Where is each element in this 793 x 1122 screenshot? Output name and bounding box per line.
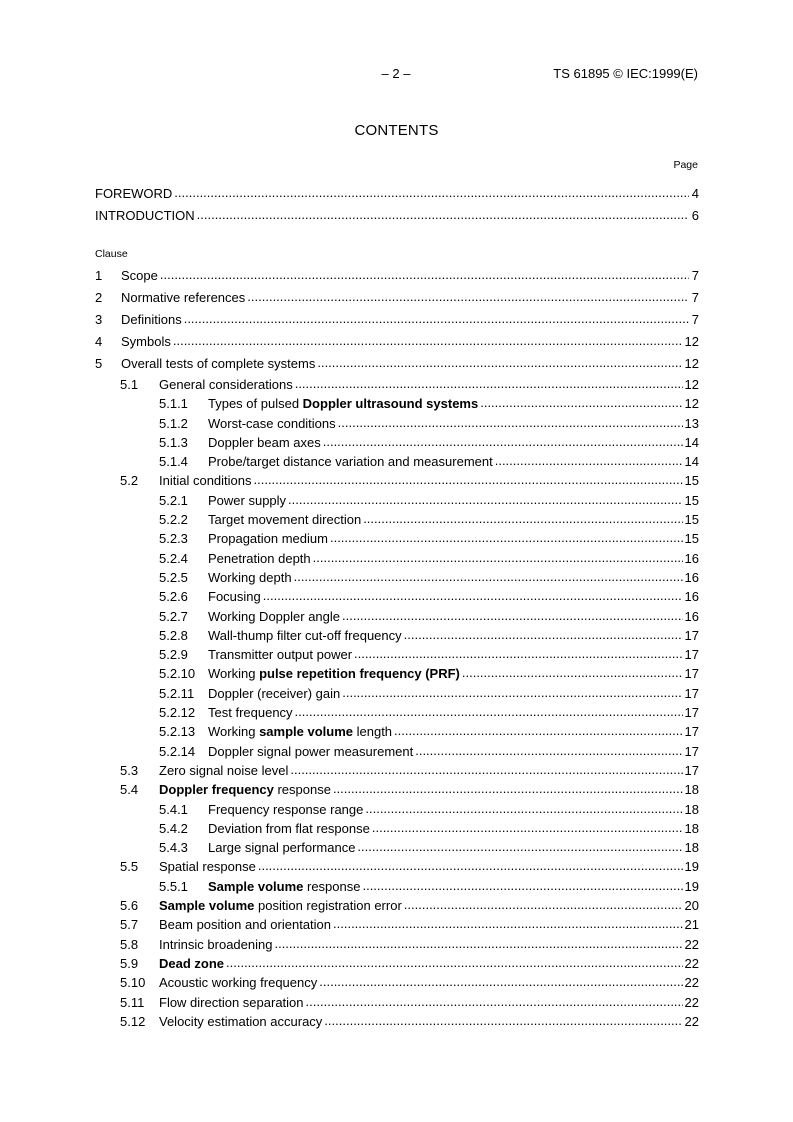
toc-entry-number: 1: [95, 268, 103, 283]
toc-entry-5-1-4[interactable]: [95, 452, 699, 471]
text-run: position registration error: [254, 898, 402, 914]
toc-entry-number: 5.2.8: [159, 627, 188, 643]
dot-leader: [324, 1011, 682, 1030]
toc-entry-number: 5.9: [120, 955, 139, 971]
dot-leader: [319, 972, 682, 991]
toc-entry-number: 5.4.3: [159, 840, 188, 856]
toc-entry-5-4-3[interactable]: [95, 838, 699, 857]
toc-entry-page: 16: [684, 608, 699, 624]
dot-leader: [495, 451, 683, 470]
toc-entry-5-12[interactable]: [95, 1012, 699, 1031]
toc-entry-5-2-6[interactable]: [95, 587, 699, 606]
text-run: Acoustic working frequency: [159, 975, 318, 991]
bold-term: pulse repetition frequency (PRF): [259, 666, 460, 682]
toc-entry-5-2-10[interactable]: [95, 664, 699, 683]
dot-leader: [226, 953, 683, 972]
dot-leader: [342, 683, 682, 702]
text-run: Frequency response range: [208, 801, 364, 817]
toc-entry-number: 3: [95, 312, 103, 327]
text-run: Doppler beam axes: [208, 434, 321, 450]
text-run: Working: [208, 666, 260, 682]
text-run: Flow direction separation: [159, 994, 304, 1010]
text-run: Symbols: [121, 334, 171, 349]
toc-entry-page: 15: [684, 512, 699, 528]
toc-entry-number: 5.10: [120, 975, 146, 991]
toc-entry-number: 5.2.10: [159, 666, 196, 682]
toc-entry-5-7[interactable]: [95, 915, 699, 934]
toc-entry-page: 17: [684, 666, 699, 682]
toc-entry-5-2-4[interactable]: [95, 549, 699, 568]
text-run: Focusing: [208, 589, 261, 605]
toc-entry-page: 19: [684, 859, 699, 875]
toc-entry-page: 12: [684, 396, 699, 412]
dot-leader: [363, 509, 682, 528]
toc-entry-title: [208, 607, 340, 626]
dot-leader: [317, 352, 682, 374]
text-run: Initial conditions: [159, 473, 252, 489]
dot-leader: [254, 470, 683, 489]
toc-entry-title: [208, 838, 355, 857]
toc-entry-number: 5.2.6: [159, 589, 188, 605]
toc-entry-5-11[interactable]: [95, 993, 699, 1012]
toc-entry-5-2-5[interactable]: [95, 568, 699, 587]
toc-entry-5-8[interactable]: [95, 935, 699, 954]
toc-list: [95, 265, 699, 1031]
page-title: CONTENTS: [354, 122, 439, 139]
text-run: Probe/target distance variation and measurement: [208, 454, 493, 470]
toc-entry-page: 22: [684, 975, 699, 991]
toc-entry-5-2-11[interactable]: [95, 684, 699, 703]
front-matter-list: [95, 183, 699, 227]
toc-entry-page: 12: [684, 334, 699, 349]
toc-entry-page: 21: [684, 917, 699, 933]
toc-entry-number: 5.2.11: [159, 685, 195, 701]
toc-entry-title: [208, 742, 413, 761]
text-run: Worst-case conditions: [208, 415, 336, 431]
toc-entry-number: 5.1.3: [159, 434, 188, 450]
toc-entry[interactable]: [95, 205, 699, 227]
dot-leader: [306, 992, 683, 1011]
toc-entry-page: 17: [684, 627, 699, 643]
toc-entry-title: [121, 287, 245, 309]
toc-entry-page: 17: [684, 685, 699, 701]
toc-entry-page: 17: [684, 762, 699, 778]
text-run: Test frequency: [208, 705, 293, 721]
toc-entry-5-2-2[interactable]: [95, 510, 699, 529]
toc-entry-title: [159, 780, 331, 799]
toc-entry-number: 5.2.5: [159, 569, 188, 585]
clause-column-label: Clause: [95, 248, 128, 260]
dot-leader: [404, 895, 683, 914]
toc-entry-page: 19: [684, 878, 699, 894]
toc-entry-title: [121, 331, 171, 353]
toc-entry-number: 5.2.12: [159, 705, 196, 721]
toc-entry-5-2[interactable]: [95, 471, 699, 490]
dot-leader: [258, 856, 683, 875]
toc-entry-5-1[interactable]: [95, 375, 699, 394]
toc-entry-page: 18: [684, 801, 699, 817]
toc-entry-number: 5.5.1: [159, 878, 188, 894]
toc-entry-title: [208, 414, 336, 433]
toc-entry-title: [159, 471, 252, 490]
bold-term: Doppler frequency: [159, 782, 274, 798]
toc-entry-number: 5.4.1: [159, 801, 188, 817]
toc-entry-5-2-9[interactable]: [95, 645, 699, 664]
text-run: Overall tests of complete systems: [121, 356, 316, 371]
toc-entry-number: 5.7: [120, 917, 139, 933]
toc-entry-5-2-12[interactable]: [95, 703, 699, 722]
toc-entry-number: 5.8: [120, 936, 139, 952]
dot-leader: [372, 818, 683, 837]
toc-entry-title: [208, 491, 286, 510]
toc-entry-title: [121, 265, 158, 287]
toc-entry-5-4-1[interactable]: [95, 800, 699, 819]
toc-entry-title: [121, 353, 315, 375]
toc-entry-5-1-3[interactable]: [95, 433, 699, 452]
toc-entry-number: 5.2.7: [159, 608, 188, 624]
text-run: Penetration depth: [208, 550, 311, 566]
toc-entry-number: 5.5: [120, 859, 139, 875]
text-run: Beam position and orientation: [159, 917, 332, 933]
toc-entry-page: 7: [691, 268, 699, 283]
text-run: Doppler signal power measurement: [208, 743, 414, 759]
toc-entry-number: 5.2.14: [159, 743, 196, 759]
toc-entry-title: [208, 529, 328, 548]
toc-entry[interactable]: [95, 183, 699, 205]
toc-entry-title: [159, 993, 304, 1012]
toc-entry-title: [208, 452, 493, 471]
text-run: length: [353, 724, 393, 740]
dot-leader: [362, 876, 682, 895]
dot-leader: [184, 308, 689, 330]
toc-entry-page: 13: [684, 415, 699, 431]
toc-entry-5[interactable]: [95, 353, 699, 375]
bold-term: Sample volume: [208, 878, 304, 894]
toc-entry-5-10[interactable]: [95, 973, 699, 992]
toc-entry-5-1-2[interactable]: [95, 414, 699, 433]
toc-entry-title: FOREWORD: [95, 186, 173, 201]
dot-leader: [263, 586, 683, 605]
toc-entry-5-4-2[interactable]: [95, 819, 699, 838]
toc-entry-page: 4: [691, 186, 699, 201]
toc-entry-number: 5.2.4: [159, 550, 188, 566]
toc-entry-number: 5.11: [120, 994, 145, 1010]
text-run: Types of pulsed: [208, 396, 303, 412]
toc-entry-3[interactable]: [95, 309, 699, 331]
toc-entry-page: 12: [684, 377, 699, 392]
dot-leader: [330, 528, 683, 547]
dot-leader: [342, 606, 683, 625]
text-run: Normative references: [121, 290, 246, 305]
toc-entry-title: [159, 761, 288, 780]
toc-entry-5-2-3[interactable]: [95, 529, 699, 548]
toc-entry-number: 5.2.13: [159, 724, 196, 740]
toc-entry-title: [121, 309, 182, 331]
bold-term: Sample volume: [159, 898, 255, 914]
dot-leader: [323, 432, 683, 451]
dot-leader: [294, 567, 683, 586]
text-run: Wall-thump filter cut-off frequency: [208, 627, 402, 643]
text-run: Transmitter output power: [208, 647, 353, 663]
toc-entry-title: [208, 394, 478, 413]
toc-entry-title: [159, 954, 224, 973]
page-number: – 2 –: [381, 66, 411, 81]
dot-leader: [462, 663, 683, 682]
dot-leader: [295, 374, 683, 393]
text-run: Spatial response: [159, 859, 256, 875]
toc-entry-5-2-7[interactable]: [95, 607, 699, 626]
dot-leader: [333, 914, 683, 933]
toc-entry-page: 17: [684, 705, 699, 721]
toc-entry-title: [208, 568, 292, 587]
toc-entry-number: 5.4.2: [159, 820, 188, 836]
toc-entry-title: [208, 549, 311, 568]
toc-entry-page: 15: [684, 531, 699, 547]
toc-entry-page: 16: [684, 569, 699, 585]
toc-entry-title: [159, 1012, 322, 1031]
toc-entry-page: 17: [684, 724, 699, 740]
text-run: Zero signal noise level: [159, 762, 289, 778]
toc-entry-number: 5.2.9: [159, 647, 188, 663]
toc-entry-page: 18: [684, 782, 699, 798]
dot-leader: [160, 264, 689, 286]
toc-entry-title: [208, 510, 361, 529]
toc-entry-title: [159, 935, 272, 954]
toc-entry-5-5[interactable]: [95, 857, 699, 876]
dot-leader: [313, 548, 683, 567]
text-run: Target movement direction: [208, 512, 362, 528]
toc-entry-number: 5: [95, 356, 103, 371]
toc-entry-number: 5.2: [120, 473, 139, 489]
toc-entry-title: [208, 877, 360, 896]
toc-entry-title: [208, 587, 261, 606]
toc-entry-number: 5.2.1: [159, 492, 188, 508]
toc-entry-title: [208, 800, 363, 819]
toc-entry-title: [159, 915, 331, 934]
toc-entry-number: 5.6: [120, 898, 139, 914]
page-column-label: Page: [673, 159, 698, 171]
toc-entry-title: [208, 684, 340, 703]
toc-entry-number: 5.12: [120, 1013, 146, 1029]
toc-entry-title: [208, 645, 352, 664]
toc-entry-5-2-13[interactable]: [95, 722, 699, 741]
text-run: response: [273, 782, 331, 798]
toc-entry-number: 5.4: [120, 782, 139, 798]
toc-entry-number: 5.1.1: [159, 396, 188, 412]
toc-entry-number: 5.3: [120, 762, 139, 778]
text-run: Velocity estimation accuracy: [159, 1013, 323, 1029]
toc-entry-title: [208, 664, 460, 683]
dot-leader: [338, 413, 683, 432]
toc-entry-4[interactable]: [95, 331, 699, 353]
text-run: Intrinsic broadening: [159, 936, 273, 952]
toc-entry-5-2-8[interactable]: [95, 626, 699, 645]
dot-leader: [290, 760, 682, 779]
dot-leader: [404, 625, 683, 644]
toc-entry-5-3[interactable]: [95, 761, 699, 780]
toc-entry-number: 5.2.3: [159, 531, 188, 547]
toc-entry-title: [159, 973, 317, 992]
toc-entry-page: 15: [684, 473, 699, 489]
dot-leader: [415, 741, 682, 760]
toc-entry-5-2-1[interactable]: [95, 491, 699, 510]
toc-entry-5-5-1[interactable]: [95, 877, 699, 896]
toc-entry-page: 22: [684, 936, 699, 952]
dot-leader: [480, 393, 682, 412]
text-run: General considerations: [159, 377, 293, 392]
toc-entry-page: 7: [691, 290, 699, 305]
toc-entry-page: 20: [684, 898, 699, 914]
toc-entry-page: 16: [684, 550, 699, 566]
text-run: Deviation from flat response: [208, 820, 370, 836]
toc-entry-2[interactable]: [95, 287, 699, 309]
text-run: Power supply: [208, 492, 287, 508]
text-run: Propagation medium: [208, 531, 328, 547]
toc-entry-page: 18: [684, 840, 699, 856]
toc-entry-5-1-1[interactable]: [95, 394, 699, 413]
text-run: Working Doppler angle: [208, 608, 340, 624]
text-run: Scope: [121, 268, 158, 283]
toc-entry-title: [208, 703, 293, 722]
toc-entry-title: [159, 857, 256, 876]
toc-entry-1[interactable]: [95, 265, 699, 287]
dot-leader: [174, 182, 689, 204]
toc-entry-5-6[interactable]: [95, 896, 699, 915]
toc-entry-number: 2: [95, 290, 103, 305]
toc-entry-number: 4: [95, 334, 103, 349]
dot-leader: [197, 204, 689, 226]
toc-entry-number: 5.1.4: [159, 454, 188, 470]
toc-entry-number: 5.1.2: [159, 415, 188, 431]
toc-entry-title: [208, 626, 402, 645]
toc-entry-number: 5.1: [120, 377, 139, 392]
text-run: Doppler (receiver) gain: [208, 685, 341, 701]
toc-entry-page: 22: [684, 1013, 699, 1029]
toc-entry-5-4[interactable]: [95, 780, 699, 799]
toc-entry-page: 15: [684, 492, 699, 508]
toc-entry-page: 18: [684, 820, 699, 836]
dot-leader: [288, 490, 682, 509]
toc-entry-title: [208, 433, 321, 452]
dot-leader: [394, 721, 682, 740]
dot-leader: [247, 286, 689, 308]
bold-term: Doppler ultrasound systems: [302, 396, 479, 412]
text-run: Working: [208, 724, 260, 740]
toc-entry-title: [159, 375, 293, 394]
dot-leader: [365, 799, 682, 818]
toc-entry-page: 12: [684, 356, 699, 371]
toc-entry-page: 22: [684, 994, 699, 1010]
bold-term: Dead zone: [159, 955, 225, 971]
toc-entry-page: 22: [684, 955, 699, 971]
toc-entry-page: 16: [684, 589, 699, 605]
toc-entry-5-9[interactable]: [95, 954, 699, 973]
toc-entry-page: 6: [691, 208, 699, 223]
toc-entry-5-2-14[interactable]: [95, 742, 699, 761]
text-run: response: [303, 878, 361, 894]
toc-entry-page: 17: [684, 743, 699, 759]
text-run: Definitions: [121, 312, 182, 327]
document-reference: TS 61895 © IEC:1999(E): [553, 66, 698, 81]
bold-term: sample volume: [259, 724, 353, 740]
toc-entry-page: 7: [691, 312, 699, 327]
toc-entry-title: [208, 819, 370, 838]
toc-entry-title: [159, 896, 402, 915]
text-run: Working depth: [208, 569, 292, 585]
dot-leader: [173, 330, 683, 352]
toc-entry-page: 17: [684, 647, 699, 663]
toc-entry-page: 14: [684, 434, 699, 450]
toc-entry-number: 5.2.2: [159, 512, 188, 528]
dot-leader: [333, 779, 683, 798]
toc-entry-title: [208, 722, 392, 741]
text-run: Large signal performance: [208, 840, 356, 856]
toc-entry-title: INTRODUCTION: [95, 208, 195, 223]
dot-leader: [354, 644, 683, 663]
dot-leader: [274, 934, 682, 953]
dot-leader: [295, 702, 683, 721]
toc-entry-page: 14: [684, 454, 699, 470]
dot-leader: [357, 837, 682, 856]
